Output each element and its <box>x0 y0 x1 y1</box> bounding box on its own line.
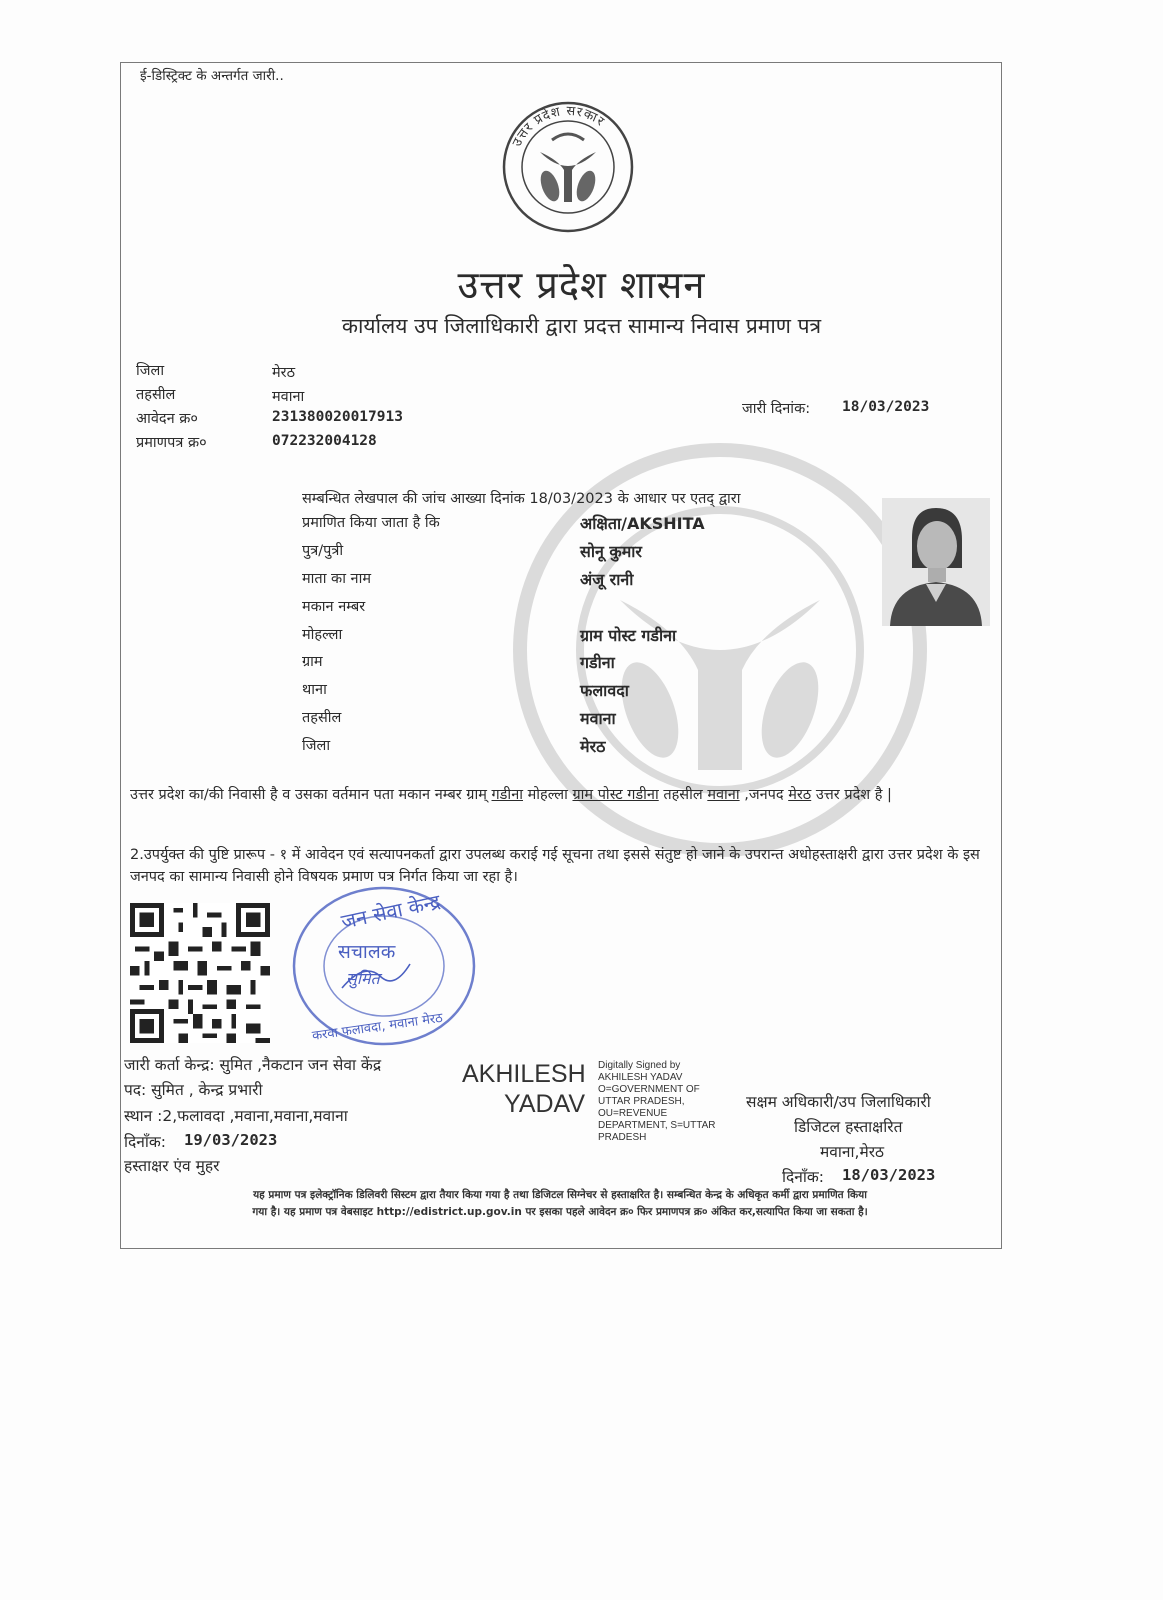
detail-label: पुत्र/पुत्री <box>302 543 344 559</box>
applicant-photo <box>882 498 990 626</box>
detail-label: ग्राम <box>302 654 323 670</box>
detail-label: थाना <box>302 682 327 698</box>
issuer-post: पद: सुमित , केन्द्र प्रभारी <box>124 1081 263 1099</box>
sig-detail-line: PRADESH <box>598 1132 647 1143</box>
detail-value-tehsil: मवाना <box>580 709 616 728</box>
detail-row-father <box>302 540 802 566</box>
detail-label: माता का नाम <box>302 571 372 587</box>
meta-value-certificate-no: 072232004128 <box>272 433 377 449</box>
detail-value-applicant-name: अक्षिता/AKSHITA <box>580 514 705 533</box>
jan-seva-kendra-stamp <box>284 880 484 1052</box>
detail-label: प्रमाणित किया जाता है कि <box>302 515 440 531</box>
authority-digitally-signed: डिजिटल हस्ताक्षरित <box>794 1118 903 1136</box>
detail-value-police-station: फलावदा <box>580 681 629 700</box>
certificate-subtitle: कार्यालय उप जिलाधिकारी द्वारा प्रदत्त सामान्य निवास प्रमाण पत्र <box>341 314 822 338</box>
detail-label: मकान नम्बर <box>302 599 366 615</box>
detail-row-mother <box>302 568 802 594</box>
authority-designation: सक्षम अधिकारी/उप जिलाधिकारी <box>746 1093 931 1111</box>
sig-detail-line: Digitally Signed by <box>598 1060 681 1071</box>
detail-row-district <box>302 735 802 761</box>
para-text: उत्तर प्रदेश का/की निवासी है व उसका वर्तमान पता मकान नम्बर ग्राम् <box>130 787 492 803</box>
detail-value-father-name: सोनू कुमार <box>580 542 642 561</box>
confirmation-paragraph: 2.उपर्युक्त की पुष्टि प्रारूप - १ में आवेदन एवं सत्यापनकर्ता द्वारा उपलब्ध कराई गई सूचना तथा इससे संतुष्ट हो जाने के उपरान्त अधोहस्ताक्षरी द्वारा उत्तर प्रदेश के इस जनपद का सामान्य निवासी होने विषयक प्रमाण पत्र निर्गत किया जा रहा है। <box>130 847 980 885</box>
sig-detail-line: DEPARTMENT, S=UTTAR <box>598 1120 716 1131</box>
detail-value-mother-name: अंजू रानी <box>580 570 634 589</box>
issuing-center: जारी कर्ता केन्द्र: सुमित ,नैकटान जन सेवा केंद्र <box>124 1056 382 1074</box>
para-text: उत्तर प्रदेश है | <box>811 787 892 803</box>
stamp-top-text: जन सेवा केन्द्र <box>338 889 443 934</box>
detail-value-district: मेरठ <box>580 737 606 756</box>
detail-value-village: गडीना <box>580 653 615 672</box>
footer-line: यह प्रमाण पत्र इलेक्ट्रॉनिक डिलिवरी सिस्टम द्वारा तैयार किया गया है तथा डिजिटल सिग्नेचर से हस्ताक्षरित है। सम्बन्धित केन्द्र के अधिकृत कर्मी द्वारा प्रमाणित किया <box>253 1189 867 1201</box>
para-text: मोहल्ला <box>523 787 573 803</box>
person-photo-icon <box>882 498 990 626</box>
footer-note <box>130 1187 990 1221</box>
detail-row-village <box>302 651 802 677</box>
sig-detail-line: O=GOVERNMENT OF <box>598 1084 700 1095</box>
issued-under-text: ई-डिस्ट्रिक्ट के अन्तर्गत जारी.. <box>140 68 284 84</box>
digital-signature-name-line2: YADAV <box>504 1090 586 1118</box>
detail-label: मोहल्ला <box>302 627 343 643</box>
intro-line: सम्बन्धित लेखपाल की जांच आख्या दिनांक 18/03/2023 के आधार पर एतद् द्वारा <box>302 491 741 507</box>
meta-value-application-no: 231380020017913 <box>272 409 403 425</box>
meta-value-district: मेरठ <box>272 365 296 381</box>
detail-row-mohalla <box>302 624 802 650</box>
detail-label: तहसील <box>302 710 342 726</box>
stamp-center-text: सचालक <box>338 941 396 963</box>
detail-row-house-no <box>302 596 802 622</box>
meta-label-certificate-no: प्रमाणपत्र क्र० <box>136 435 207 451</box>
footer-line: गया है। यह प्रमाण पत्र वेबसाइट http://edistrict.up.gov.in पर इसका पहले आवेदन क्र० फिर प्रमाणपत्र क्र० अंकित कर,सत्यापित किया जा सकता है। <box>252 1206 868 1218</box>
issuer-date-label: दिनाँक: <box>124 1133 166 1151</box>
issuer-date-value: 19/03/2023 <box>184 1131 278 1149</box>
para-text: ,जनपद <box>739 787 789 803</box>
authority-date-label: दिनाँक: <box>782 1168 824 1186</box>
issuer-place: स्थान :2,फलावदा ,मवाना,मवाना,मवाना <box>124 1107 348 1125</box>
detail-label: जिला <box>302 738 331 754</box>
residence-paragraph <box>130 784 980 806</box>
para-district: मेरठ <box>788 787 812 803</box>
authority-location: मवाना,मेरठ <box>820 1143 885 1161</box>
qr-code <box>130 903 270 1043</box>
stamp-signature-text: सुमित <box>346 969 380 988</box>
detail-value-mohalla: ग्राम पोस्ट गडीना <box>580 626 677 645</box>
para-village: गडीना <box>491 787 523 803</box>
para-tehsil: मवाना <box>707 787 740 803</box>
digital-signature-name-line1: AKHILESH <box>462 1060 586 1088</box>
para-text: तहसील <box>658 787 708 803</box>
digital-signature-details <box>598 1060 716 1144</box>
svg-text:उत्तर प्रदेश सरकार: उत्तर प्रदेश सरकार <box>509 103 607 150</box>
meta-label-application-no: आवेदन क्र० <box>136 411 198 427</box>
issue-date-label: जारी दिनांक: <box>742 401 811 417</box>
meta-label-tehsil: तहसील <box>136 387 176 403</box>
sign-and-seal-label: हस्ताक्षर एंव मुहर <box>124 1157 220 1175</box>
issue-date-value: 18/03/2023 <box>842 399 930 415</box>
para-mohalla: ग्राम पोस्ट गडीना <box>572 787 659 803</box>
detail-row-police-station <box>302 679 802 705</box>
sig-detail-line: UTTAR PRADESH, <box>598 1096 685 1107</box>
up-government-emblem <box>500 100 636 234</box>
sig-detail-line: OU=REVENUE <box>598 1108 668 1119</box>
detail-row-name <box>302 512 802 538</box>
page-title: उत्तर प्रदेश शासन <box>457 263 706 307</box>
detail-row-tehsil <box>302 707 802 733</box>
sig-detail-line: AKHILESH YADAV <box>598 1072 683 1083</box>
stamp-bottom-text: करवा फलावदा, मवाना मेरठ <box>311 1010 444 1044</box>
meta-value-tehsil: मवाना <box>272 389 305 405</box>
meta-label-district: जिला <box>136 363 165 379</box>
authority-date-value: 18/03/2023 <box>842 1166 936 1184</box>
